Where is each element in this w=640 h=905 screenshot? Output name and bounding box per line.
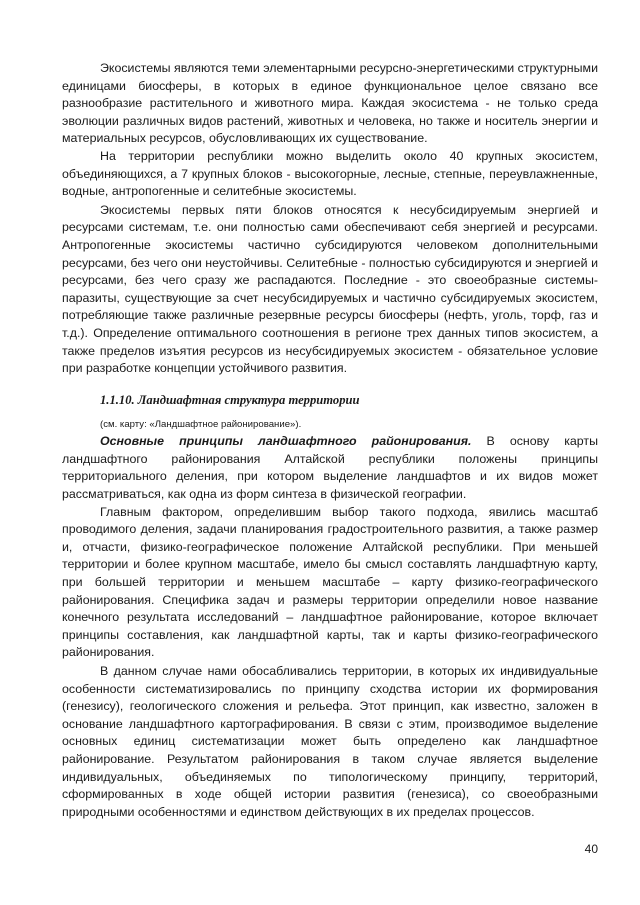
lead-paragraph-text: В основу карты ландшафтного районирования Алтайской республики положены принципы территориального деления, при котором выделение ландшафтов и их видов может рассматриваться, как одна из форм синтеза в физической географии. (62, 434, 598, 502)
section-heading: 1.1.10. Ландшафтная структура территории (100, 392, 360, 407)
lead-phrase: Основные принципы ландшафтного районирования. (100, 434, 472, 449)
paragraph-ecosystems-count: На территории республики можно выделить около 40 крупных экосистем, объединяющихся, а 7 крупных блоков - высокогорные, лесные, степные, переувлажненные, водные, антропогенные и селитебные экосистемы. (62, 148, 598, 199)
body-text (62, 60, 598, 821)
paragraph-territories: В данном случае нами обосабливались территории, в которых их индивидуальные особенности систематизировались по принципу сходства истории их формирования (генезису), геологического сложения и рельефа. Этот принцип, как известно, заложен в основание ландшафтного картографирования. В связи с этим, производимое выделение основных единиц систематизации может быть определено как ландшафтное районирование. Результатом районирования в таком случае является выделение индивидуальных, объединяемых по типологическому принципу, территорий, сформированных в ходе общей истории развития (генезиса), со своеобразными природными особенностями и единством действующих в их пределах процессов. (62, 664, 598, 819)
map-reference-note: (см. карту: «Ландшафтное районирование»). (100, 419, 302, 431)
paragraph-subsidized-ecosystems: Экосистемы первых пяти блоков относятся к несубсидируемым энергией и ресурсами системам, т.е. они полностью сами обеспечивают себя энергией и ресурсами. Антропогенные экосистемы частично субсидируются человеком дополнительными ресурсами, без чего они неустойчивы. Селитебные - полностью субсидируются и энергией и ресурсами, без чего сразу же распадаются. Последние - это своеобразные системы-паразиты, существующие за счет несубсидируемых и частично субсидируемых экосистем, потребляющие также различные резервные ресурсы биосферы (нефть, уголь, торф, газ и т.д.). Определение оптимального соотношения в регионе трех данных типов экосистем, а также пределов изъятия ресурсов из несубсидируемых экосистем - обязательное условие при разработке концепции устойчивого развития. (62, 202, 598, 376)
paragraph-main-factor: Главным фактором, определившим выбор такого подхода, явились масштаб проводимого деления, задачи планирования градостроительного развития, а также размер и, отчасти, физико-географическое положение Алтайской республики. При меньшей территории и более крупном масштабе, имело бы смысл составлять ландшафтную карту, при большей территории и меньшем масштабе – карту физико-географического районирования. Специфика задач и размеры территории определили новое название конечного результата исследований – ландшафтное районирование, которое включает принципы составления, как ландшафтной карты, так и карты физико-географического районирования. (62, 504, 598, 660)
page-number: 40 (584, 842, 598, 856)
paragraph-ecosystems-definition: Экосистемы являются теми элементарными ресурсно-энергетическими структурными единицами биосферы, в которых в единое функциональное целое связано все разнообразие растительного и животного мира. Каждая экосистема - не только среда эволюции различных видов растений, животных и человека, но также и носитель энергии и материальных ресурсов, обусловливающих их существование. (62, 61, 598, 146)
paragraph-principles (62, 433, 598, 503)
